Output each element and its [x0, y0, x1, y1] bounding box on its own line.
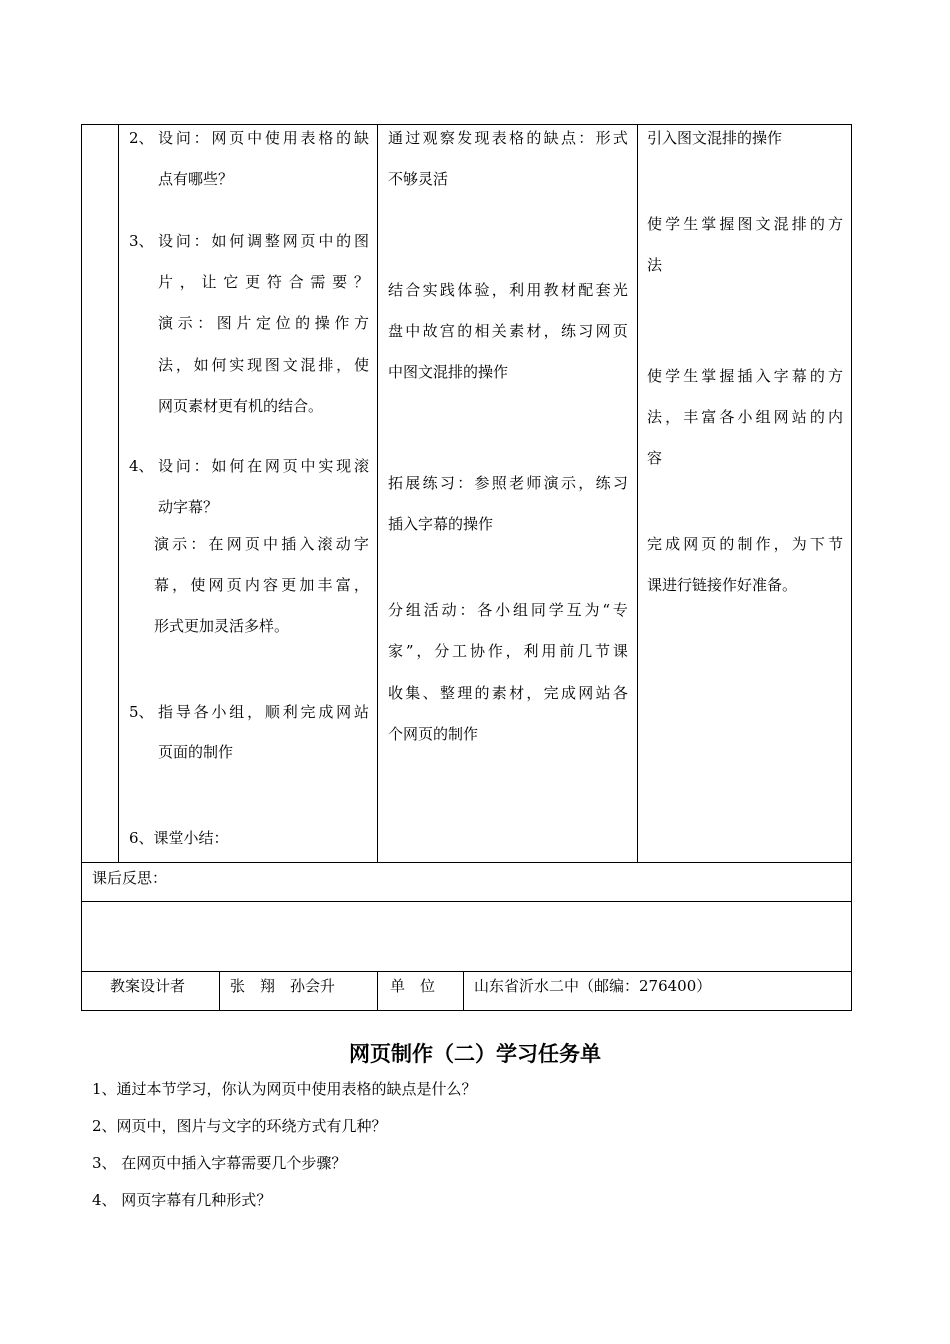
item-3-line-1: 设 问 ： 如 何 调 整 网 页 中 的 图 — [158, 232, 369, 250]
item-5-line-2: 页面的制作 — [158, 743, 234, 761]
item-4-line-2: 动字幕？ — [158, 498, 219, 516]
student-a4-line-1: 分 组 活 动 ： 各 小 组 同 学 互 为 “ 专 — [388, 601, 628, 619]
col1-divider — [118, 124, 119, 862]
student-a4-line-3: 收 集 、 整 理 的 素 材 ， 完 成 网 站 各 — [388, 684, 628, 702]
item-6-summary: 6、课堂小结： — [129, 829, 229, 847]
footer-divider-2 — [377, 971, 378, 1011]
student-a2-line-2: 盘 中 故 宫 的 相 关 素 材 ， 练 习 网 页 — [388, 322, 628, 340]
student-a4-line-4: 个网页的制作 — [388, 725, 479, 743]
item-5-line-1: 指 导 各 小 组 ， 顺 利 完 成 网 站 — [158, 703, 369, 721]
item-2-line-2: 点有哪些？ — [158, 170, 234, 188]
item-3-line-4: 法 ， 如 何 实 现 图 文 混 排 ， 使 — [158, 356, 369, 374]
student-a2-line-1: 结 合 实 践 体 验 ， 利 用 教 材 配 套 光 — [388, 281, 628, 299]
student-a3-line-1: 拓 展 练 习 ： 参 照 老 师 演 示 ， 练 习 — [388, 474, 628, 492]
intent-b4-line-2: 课进行链接作好准备。 — [647, 576, 798, 594]
unit-value: 山东省沂水二中（邮编：276400） — [474, 977, 712, 995]
worksheet-question-4: 4、 网页字幕有几种形式？ — [92, 1191, 272, 1209]
designer-names: 张 翔 孙会升 — [230, 977, 336, 995]
intent-b2-line-1: 使 学 生 掌 握 图 文 混 排 的 方 — [647, 215, 843, 233]
item-4-line-1: 设 问 ： 如 何 在 网 页 中 实 现 滚 — [158, 457, 369, 475]
footer-divider-3 — [463, 971, 464, 1011]
intent-b3-line-3: 容 — [647, 449, 663, 467]
worksheet-title: 网页制作（二）学习任务单 — [349, 1041, 601, 1066]
item-5-number: 5、 — [129, 703, 154, 721]
item-2-number: 2、 — [129, 129, 154, 147]
student-a4-line-2: 家 ” ， 分 工 协 作 ， 利 用 前 几 节 课 — [388, 642, 628, 660]
worksheet-question-3: 3、 在网页中插入字幕需要几个步骤？ — [92, 1154, 347, 1172]
item-3-number: 3、 — [129, 232, 154, 250]
intent-b3-line-2: 法 ， 丰 富 各 小 组 网 站 的 内 — [647, 408, 843, 426]
row-divider-reflection — [81, 901, 852, 902]
row-divider-footer — [81, 971, 852, 972]
intent-b3-line-1: 使 学 生 掌 握 插 入 字 幕 的 方 — [647, 367, 843, 385]
col3-divider — [637, 124, 638, 862]
table-left-border — [81, 124, 82, 1010]
worksheet-question-1: 1、通过本节学习，你认为网页中使用表格的缺点是什么？ — [92, 1080, 477, 1098]
item-2-line-1: 设 问 ： 网 页 中 使 用 表 格 的 缺 — [158, 129, 369, 147]
student-a2-line-3: 中图文混排的操作 — [388, 363, 509, 381]
row-divider-main — [81, 862, 852, 863]
col2-divider — [377, 124, 378, 862]
intent-b4-line-1: 完 成 网 页 的 制 作 ， 为 下 节 — [647, 535, 843, 553]
unit-label: 单 位 — [390, 977, 436, 995]
student-a1-line-2: 不够灵活 — [388, 170, 449, 188]
reflection-label: 课后反思： — [92, 869, 168, 887]
footer-divider-1 — [219, 971, 220, 1011]
item-4-number: 4、 — [129, 457, 154, 475]
item-4-line-4: 幕 ， 使 网 页 内 容 更 加 丰 富 ， — [154, 576, 369, 594]
item-4-line-3: 演 示 ： 在 网 页 中 插 入 滚 动 字 — [154, 535, 369, 553]
table-top-border — [81, 124, 852, 125]
table-right-border — [851, 124, 852, 1010]
student-a1-line-1: 通 过 观 察 发 现 表 格 的 缺 点 ： 形 式 — [388, 129, 628, 147]
intent-b1: 引入图文混排的操作 — [647, 129, 783, 147]
item-3-line-2: 片 ， 让 它 更 符 合 需 要 ？ — [158, 273, 369, 291]
table-bottom-border — [81, 1010, 852, 1011]
item-4-line-5: 形式更加灵活多样。 — [154, 617, 290, 635]
student-a3-line-2: 插入字幕的操作 — [388, 515, 494, 533]
worksheet-question-2: 2、网页中，图片与文字的环绕方式有几种？ — [92, 1117, 387, 1135]
designer-label: 教案设计者 — [110, 977, 186, 995]
item-3-line-5: 网页素材更有机的结合。 — [158, 397, 324, 415]
intent-b2-line-2: 法 — [647, 256, 663, 274]
item-3-line-3: 演 示 ： 图 片 定 位 的 操 作 方 — [158, 314, 369, 332]
